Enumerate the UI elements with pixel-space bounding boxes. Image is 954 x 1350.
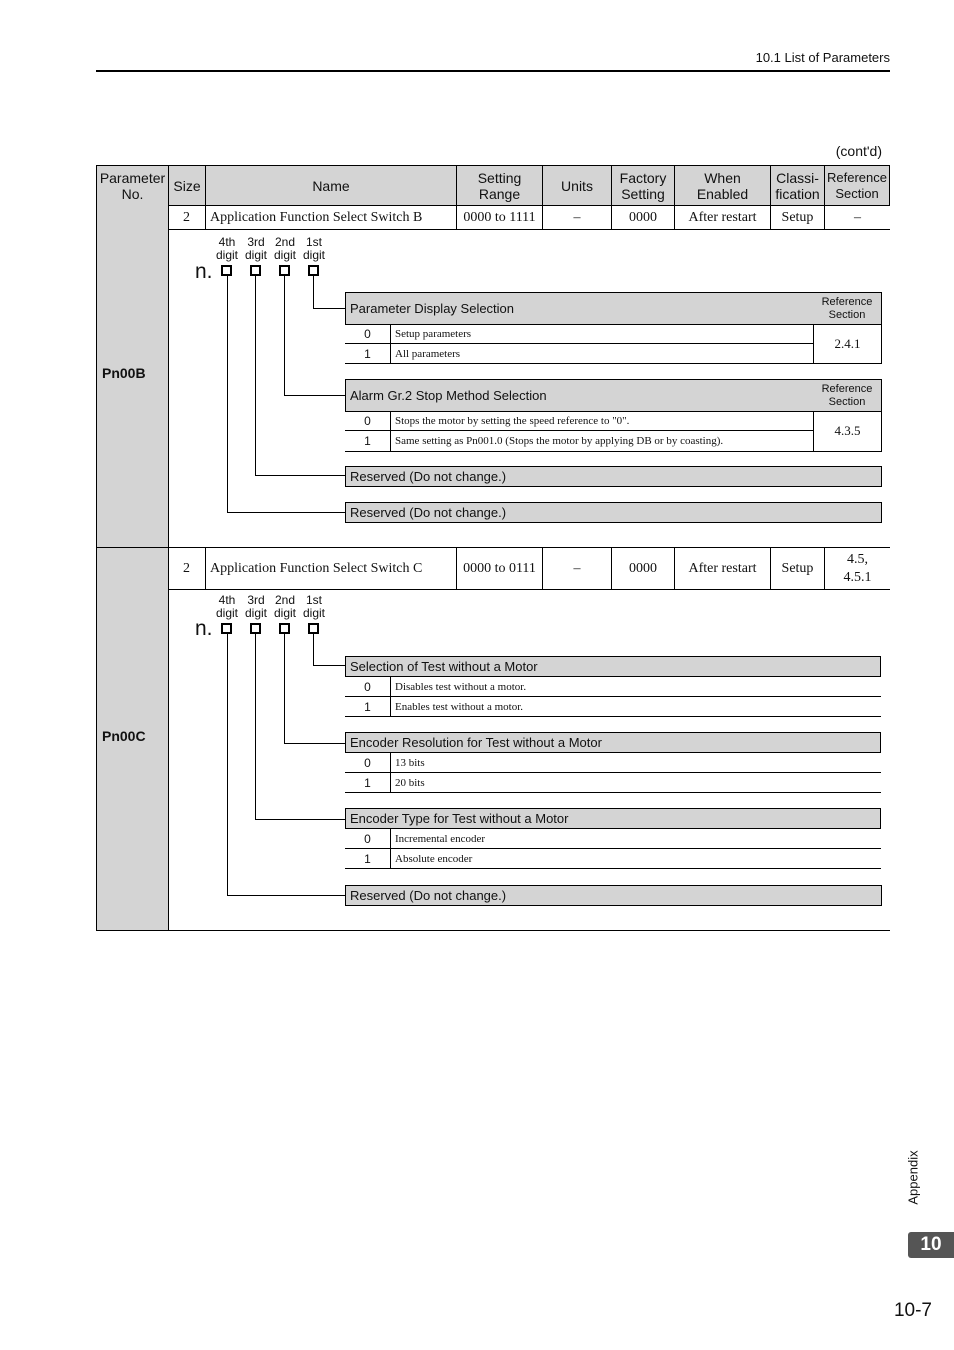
pn00c-units: – xyxy=(542,548,612,590)
col-header-reference: Reference Section xyxy=(824,165,890,206)
digit-box-4th xyxy=(221,265,232,276)
option-code: 0 xyxy=(345,677,391,696)
option-code: 1 xyxy=(345,849,391,868)
n-prefix: n. xyxy=(195,617,213,640)
chapter-badge: 10 xyxy=(908,1232,954,1258)
pn00b-ref: – xyxy=(824,205,890,230)
col-header-classification: Classi- fication xyxy=(770,165,825,206)
pn00c-sub2-title: Encoder Resolution for Test without a Motor xyxy=(345,732,881,753)
pn00b-units: – xyxy=(542,205,612,230)
option-code: 0 xyxy=(345,324,391,343)
option-code: 0 xyxy=(345,753,391,772)
digit-box-3rd xyxy=(250,623,261,634)
connector-line xyxy=(284,634,285,744)
digit-label-3rd: 3rd digit xyxy=(244,593,267,620)
option-desc: Incremental encoder xyxy=(395,832,486,845)
option-code: 1 xyxy=(345,344,391,363)
pn00b-range: 0000 to 1111 xyxy=(456,205,543,230)
pn00c-sub1-row xyxy=(345,697,881,717)
connector-line xyxy=(313,665,345,666)
pn00c-size: 2 xyxy=(168,548,206,590)
side-tab xyxy=(898,1140,928,1210)
connector-line xyxy=(284,743,345,744)
pn00c-class: Setup xyxy=(770,548,825,590)
connector-line xyxy=(255,475,345,476)
pn00b-sub2-row xyxy=(345,411,814,431)
connector-line xyxy=(255,276,256,476)
col-header-size: Size xyxy=(168,165,206,206)
connector-line xyxy=(284,276,285,396)
pn00b-sub3-title: Reserved (Do not change.) xyxy=(345,466,882,487)
connector-line xyxy=(313,634,314,666)
connector-line xyxy=(284,395,345,396)
table-bottom-rule xyxy=(96,930,890,931)
page-number: 10-7 xyxy=(893,1300,932,1321)
connector-line xyxy=(255,819,345,820)
digit-box-1st xyxy=(308,623,319,634)
option-code: 0 xyxy=(345,829,391,848)
pn00c-sub2-row xyxy=(345,753,881,773)
col-header-name: Name xyxy=(205,165,457,206)
param-id-pn00b: Pn00B xyxy=(102,365,146,381)
pn00b-sub1-title: Parameter Display Selection xyxy=(345,292,814,325)
option-desc: 13 bits xyxy=(395,756,425,769)
connector-line xyxy=(255,634,256,820)
col-header-factory-setting: Factory Setting xyxy=(611,165,675,206)
connector-line xyxy=(313,308,345,309)
n-prefix: n. xyxy=(195,260,213,283)
pn00b-sub2-ref: 4.3.5 xyxy=(813,411,882,452)
col-header-units: Units xyxy=(542,165,612,206)
digit-box-2nd xyxy=(279,265,290,276)
digit-label-4th: 4th digit xyxy=(215,235,238,262)
header-rule xyxy=(96,70,890,72)
pn00b-sub4-title: Reserved (Do not change.) xyxy=(345,502,882,523)
pn00c-sub3-row xyxy=(345,849,881,869)
pn00c-ref xyxy=(824,548,890,590)
digit-label-1st: 1st digit xyxy=(302,235,325,262)
pn00b-factory: 0000 xyxy=(611,205,675,230)
option-desc: 20 bits xyxy=(395,776,425,789)
digit-label-1st: 1st digit xyxy=(302,593,325,620)
pn00b-sub2-row xyxy=(345,431,814,452)
option-code: 1 xyxy=(345,697,391,716)
digit-label-2nd: 2nd digit xyxy=(273,235,296,262)
connector-line xyxy=(227,895,345,896)
digit-box-3rd xyxy=(250,265,261,276)
option-desc: Disables test without a motor. xyxy=(395,680,527,693)
connector-line xyxy=(313,276,314,309)
continued-label: (cont'd) xyxy=(835,143,882,159)
pn00c-sub1-title: Selection of Test without a Motor xyxy=(345,656,881,677)
digit-box-2nd xyxy=(279,623,290,634)
digit-box-4th xyxy=(221,623,232,634)
param-id-pn00c: Pn00C xyxy=(102,728,146,744)
pn00b-sub1-ref: 2.4.1 xyxy=(813,324,882,364)
digit-label-4th: 4th digit xyxy=(215,593,238,620)
pn00c-range: 0000 to 0111 xyxy=(456,548,543,590)
option-desc: All parameters xyxy=(395,347,461,360)
digit-box-1st xyxy=(308,265,319,276)
side-tab-label: Appendix xyxy=(905,1150,921,1205)
pn00c-factory: 0000 xyxy=(611,548,675,590)
option-desc: Enables test without a motor. xyxy=(395,700,524,713)
option-desc: Same setting as Pn001.0 (Stops the motor by applying DB or by coasting). xyxy=(395,435,724,447)
pn00b-size: 2 xyxy=(168,205,206,230)
pn00b-sub2-title: Alarm Gr.2 Stop Method Selection xyxy=(345,379,814,412)
pn00c-sub3-title: Encoder Type for Test without a Motor xyxy=(345,808,881,829)
connector-line xyxy=(227,512,345,513)
option-code: 1 xyxy=(345,773,391,792)
pn00b-sub1-ref-label: Reference Section xyxy=(813,292,882,325)
pn00b-sub1-row xyxy=(345,344,814,364)
digit-label-2nd: 2nd digit xyxy=(273,593,296,620)
param-cell-pn00c xyxy=(96,548,169,930)
pn00c-ref-line2: 4.5.1 xyxy=(843,569,872,585)
pn00c-ref-line1: 4.5, xyxy=(847,551,868,567)
running-header: 10.1 List of Parameters xyxy=(755,50,890,65)
connector-line xyxy=(227,634,228,896)
pn00c-when: After restart xyxy=(674,548,771,590)
option-code: 0 xyxy=(345,411,391,430)
connector-line xyxy=(227,276,228,513)
pn00b-name: Application Function Select Switch B xyxy=(205,205,457,230)
option-desc: Stops the motor by setting the speed reference to "0". xyxy=(395,414,630,427)
pn00b-class: Setup xyxy=(770,205,825,230)
pn00b-when: After restart xyxy=(674,205,771,230)
option-code: 1 xyxy=(345,431,391,451)
pn00c-name: Application Function Select Switch C xyxy=(205,548,457,590)
option-desc: Setup parameters xyxy=(395,327,472,340)
pn00c-sub2-row xyxy=(345,773,881,793)
pn00c-sub4-title: Reserved (Do not change.) xyxy=(345,885,882,906)
digit-label-3rd: 3rd digit xyxy=(244,235,267,262)
pn00c-sub1-row xyxy=(345,677,881,697)
option-desc: Absolute encoder xyxy=(395,852,473,865)
col-header-when-enabled: When Enabled xyxy=(674,165,771,206)
pn00b-sub2-ref-label: Reference Section xyxy=(813,379,882,412)
pn00c-sub3-row xyxy=(345,829,881,849)
col-header-setting-range: Setting Range xyxy=(456,165,543,206)
col-header-param-no: Parameter No. xyxy=(96,165,169,206)
param-cell-pn00b xyxy=(96,205,169,548)
pn00b-sub1-row xyxy=(345,324,814,344)
